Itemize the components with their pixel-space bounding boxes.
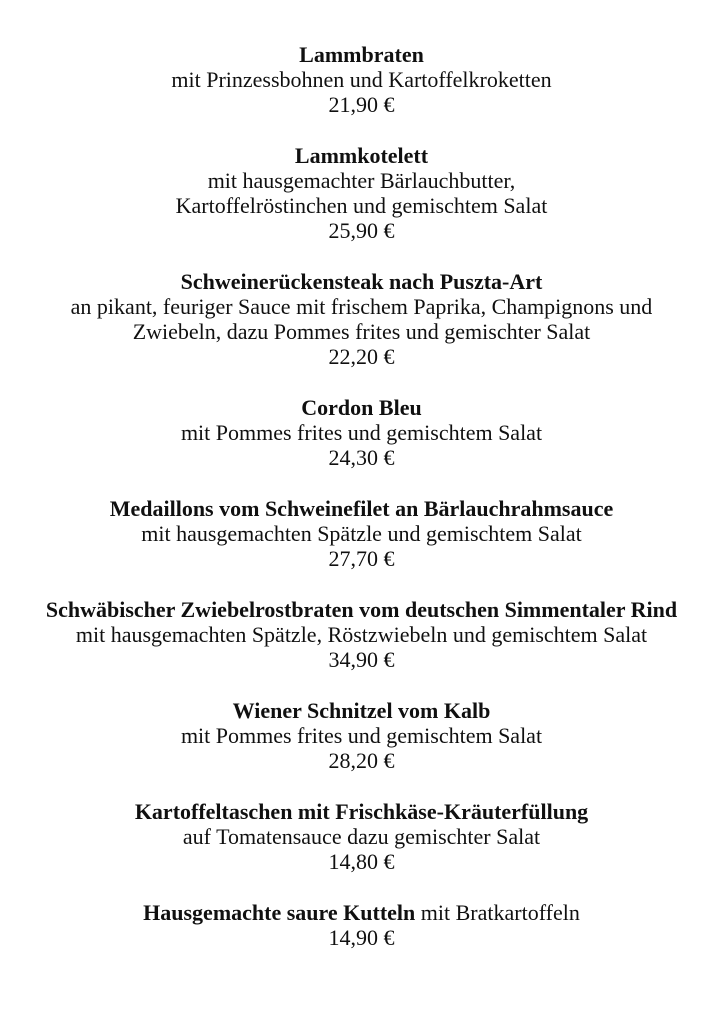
dish-price: 24,30 € bbox=[328, 445, 395, 470]
dish-title-line bbox=[0, 143, 723, 168]
dish-title-line bbox=[0, 395, 723, 420]
dish-description-line: an pikant, feuriger Sauce mit frischem Paprika, Champignons und bbox=[70, 294, 653, 319]
dish-price: 25,90 € bbox=[328, 218, 395, 243]
dish-title-line bbox=[0, 597, 723, 622]
dish-name: Schweinerückensteak nach Puszta-Art bbox=[180, 269, 543, 294]
dish-title-line bbox=[0, 698, 723, 723]
menu-list bbox=[0, 42, 723, 950]
menu-item bbox=[0, 395, 723, 470]
dish-price: 21,90 € bbox=[328, 92, 395, 117]
dish-title-line bbox=[0, 799, 723, 824]
dish-description-line: mit Pommes frites und gemischtem Salat bbox=[180, 723, 543, 748]
dish-price: 14,80 € bbox=[328, 849, 395, 874]
dish-name: Kartoffeltaschen mit Frischkäse-Kräuterfüllung bbox=[134, 799, 589, 824]
menu-item bbox=[0, 42, 723, 117]
dish-name: Cordon Bleu bbox=[301, 395, 422, 420]
dish-name: Lammbraten bbox=[299, 42, 424, 67]
dish-price: 34,90 € bbox=[328, 647, 395, 672]
dish-name: Hausgemachte saure Kutteln bbox=[143, 900, 416, 925]
dish-name: Schwäbischer Zwiebelrostbraten vom deutschen Simmentaler Rind bbox=[45, 597, 678, 622]
dish-description-line: mit hausgemachten Spätzle und gemischtem Salat bbox=[141, 521, 582, 546]
dish-price: 14,90 € bbox=[328, 925, 395, 950]
menu-item bbox=[0, 143, 723, 243]
dish-price: 27,70 € bbox=[328, 546, 395, 571]
menu-item bbox=[0, 269, 723, 369]
dish-price: 22,20 € bbox=[328, 344, 395, 369]
dish-title-line bbox=[0, 42, 723, 67]
dish-title-line bbox=[0, 900, 723, 925]
dish-description-line: Zwiebeln, dazu Pommes frites und gemischter Salat bbox=[132, 319, 591, 344]
dish-description-line: Kartoffelröstinchen und gemischtem Salat bbox=[175, 193, 548, 218]
dish-description-line: mit hausgemachten Spätzle, Röstzwiebeln und gemischtem Salat bbox=[75, 622, 648, 647]
dish-name-suffix: mit Bratkartoffeln bbox=[415, 900, 580, 925]
dish-title-line bbox=[0, 496, 723, 521]
dish-price: 28,20 € bbox=[328, 748, 395, 773]
dish-title-line bbox=[0, 269, 723, 294]
menu-item bbox=[0, 698, 723, 773]
dish-name: Medaillons vom Schweinefilet an Bärlauchrahmsauce bbox=[109, 496, 614, 521]
menu-item bbox=[0, 496, 723, 571]
menu-item bbox=[0, 900, 723, 950]
menu-item bbox=[0, 799, 723, 874]
dish-description-line: mit Pommes frites und gemischtem Salat bbox=[180, 420, 543, 445]
menu-item bbox=[0, 597, 723, 672]
dish-name: Lammkotelett bbox=[294, 143, 429, 168]
dish-name: Wiener Schnitzel vom Kalb bbox=[232, 698, 491, 723]
dish-description-line: mit hausgemachter Bärlauchbutter, bbox=[207, 168, 516, 193]
dish-description-line: mit Prinzessbohnen und Kartoffelkroketten bbox=[171, 67, 552, 92]
dish-description-line: auf Tomatensauce dazu gemischter Salat bbox=[182, 824, 541, 849]
